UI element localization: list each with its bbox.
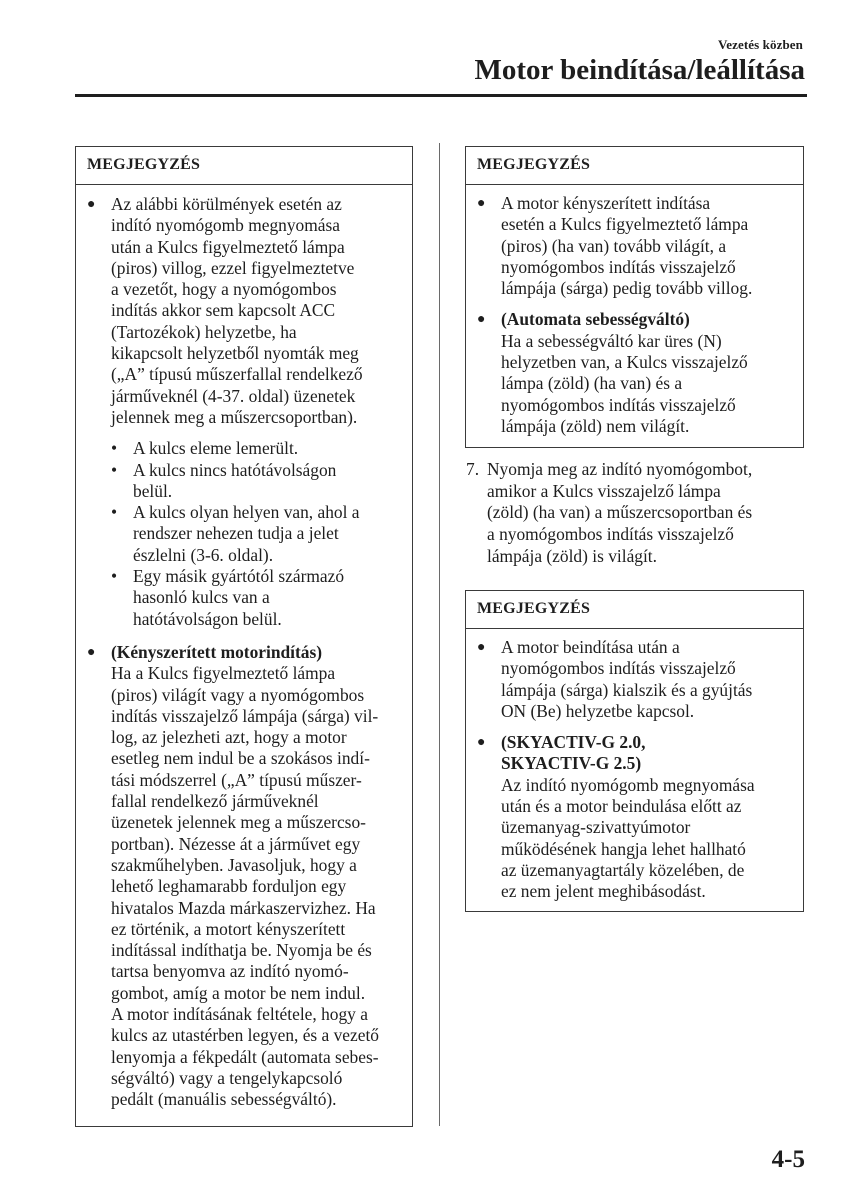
sub-bullet-icon: •: [111, 566, 118, 587]
text-line: fallal rendelkező járműveknél: [111, 791, 319, 812]
lines-block: [111, 194, 400, 428]
text-line: esetleg nem indul be a szokásos indí-: [111, 748, 370, 769]
bullet-heading: (Kényszerített motorindítás): [111, 641, 323, 662]
text-line: Ha a sebességváltó kar üres (N): [501, 330, 722, 351]
text-line: A kulcs eleme lemerült.: [133, 438, 299, 459]
lines-block: [133, 438, 400, 459]
note-body: [466, 185, 803, 447]
lines-block: [111, 663, 400, 1110]
text-line: indítás visszajelző lámpája (sárga) vil-: [111, 705, 379, 726]
text-line: tási módszerrel („A” típusú műszer-: [111, 769, 362, 790]
text-line: lámpája (zöld) is világít.: [487, 545, 657, 566]
text-line: pedált (manuális sebességváltó).: [111, 1089, 337, 1110]
bullet-dot-icon: ●: [87, 197, 96, 212]
text-line: A kulcs olyan helyen van, ahol a: [133, 502, 360, 523]
note-body: [76, 185, 412, 1120]
text-line: (zöld) (ha van) a műszercsoportban és: [487, 502, 753, 523]
text-line: A motor beindítása után a: [501, 637, 680, 657]
text-line: lehető leghamarabb forduljon egy: [111, 876, 347, 897]
text-line: a vezetőt, hogy a nyomógombos: [111, 279, 337, 300]
bullet-dot-icon: ●: [477, 196, 486, 211]
text-line: amikor a Kulcs visszajelző lámpa: [487, 480, 721, 501]
text-line: SKYACTIV-G 2.5): [501, 753, 642, 774]
text-line: log, az jelezheti azt, hogy a motor: [111, 727, 347, 748]
text-line: A motor indításának feltétele, hogy a: [111, 1003, 368, 1024]
step-number: 7.: [466, 459, 480, 479]
lines-block: [501, 775, 791, 903]
text-line: A motor kényszerített indítása: [501, 193, 711, 213]
text-line: (Tartozékok) helyzetbe, ha: [111, 321, 297, 342]
text-line: Egy másik gyártótól származó: [133, 566, 345, 587]
text-line: lámpája (sárga) kialszik és a gyújtás: [501, 679, 753, 700]
lines-block: [487, 459, 806, 568]
lines-block: [501, 331, 791, 437]
text-line: indítással indíthatja be. Nyomja be és: [111, 940, 372, 961]
note-bullet: [477, 637, 791, 722]
page-number: 4-5: [771, 1146, 805, 1173]
text-line: nyomógombos indítás visszajelző: [501, 658, 736, 679]
note-heading: MEGJEGYZÉS: [76, 147, 412, 185]
lines-block: [133, 460, 400, 503]
lines-block: [501, 193, 791, 299]
text-line: után és a motor beindulása előtt az: [501, 796, 742, 817]
note-bullet: [477, 309, 791, 437]
step-7: [466, 459, 806, 568]
sub-item: [111, 438, 400, 459]
text-line: kulcs az utastérben legyen, és a vezető: [111, 1025, 379, 1046]
text-line: szakműhelyben. Javasoljuk, hogy a: [111, 854, 357, 875]
text-line: lámpa (zöld) (ha van) és a: [501, 373, 683, 394]
text-line: gombot, amíg a motor be nem indul.: [111, 982, 366, 1003]
right-note-box-1: [465, 146, 804, 448]
text-line: (piros) (ha van) tovább világít, a: [501, 235, 727, 256]
note-bullet: [477, 732, 791, 902]
text-line: kikapcsolt helyzetből nyomták meg: [111, 343, 359, 364]
text-line: ségváltó) vagy a tengelykapcsoló: [111, 1067, 343, 1088]
bullet-dot-icon: ●: [477, 640, 486, 655]
text-line: jelennek meg a műszercsoportban).: [111, 406, 358, 427]
left-note-box: [75, 146, 413, 1127]
text-line: járműveknél (4-37. oldal) üzenetek: [111, 385, 356, 406]
text-line: portban). Nézesse át a járművet egy: [111, 833, 361, 854]
page-title: Motor beindítása/leállítása: [474, 54, 805, 86]
sub-bullet-icon: •: [111, 459, 118, 480]
text-line: lámpája (sárga) pedig tovább villog.: [501, 278, 753, 299]
bullet-dot-icon: ●: [477, 312, 486, 328]
text-line: lámpája (zöld) nem világít.: [501, 415, 690, 436]
right-note-box-2: [465, 590, 804, 912]
note-bullet: [87, 194, 400, 630]
sub-bullet-icon: •: [111, 502, 118, 523]
bullet-heading: (Automata sebességváltó): [501, 309, 690, 330]
note-heading: MEGJEGYZÉS: [466, 591, 803, 629]
text-line: (piros) villog, ezzel figyelmeztetve: [111, 257, 355, 278]
text-line: (piros) világít vagy a nyomógombos: [111, 684, 365, 705]
bullet-heading: [501, 732, 791, 775]
text-line: hatótávolságon belül.: [133, 608, 282, 629]
bullet-dot-icon: ●: [477, 735, 486, 751]
section-label: Vezetés közben: [717, 37, 803, 52]
text-line: rendszer nehezen tudja a jelet: [133, 523, 339, 544]
sub-item: [111, 460, 400, 503]
text-line: Az indító nyomógomb megnyomása: [501, 774, 755, 795]
text-line: Ha a Kulcs figyelmeztető lámpa: [111, 663, 336, 684]
lines-block: [133, 566, 400, 630]
note-body: [466, 629, 803, 913]
text-line: indítás akkor sem kapcsolt ACC: [111, 300, 336, 321]
text-line: az üzemanyagtartály közelében, de: [501, 859, 745, 880]
note-bullet: [477, 193, 791, 299]
sub-item: [111, 502, 400, 566]
text-line: a nyomógombos indítás visszajelző: [487, 524, 734, 545]
text-line: Az alábbi körülmények esetén az: [111, 194, 342, 214]
text-line: nyomógombos indítás visszajelző: [501, 256, 736, 277]
text-line: nyomógombos indítás visszajelző: [501, 394, 736, 415]
text-line: észlelni (3-6. oldal).: [133, 544, 274, 565]
text-line: indító nyomógomb megnyomása: [111, 215, 340, 236]
bullet-dot-icon: ●: [87, 644, 96, 660]
text-line: Nyomja meg az indító nyomógombot,: [487, 459, 753, 479]
text-line: esetén a Kulcs figyelmeztető lámpa: [501, 214, 749, 235]
text-line: tartsa benyomva az indító nyomó-: [111, 961, 349, 982]
text-line: után a Kulcs figyelmeztető lámpa: [111, 236, 345, 257]
text-line: ez nem jelent meghibásodást.: [501, 881, 706, 902]
note-bullet: [87, 641, 400, 1111]
sub-bullet-icon: •: [111, 438, 118, 459]
text-line: helyzetben van, a Kulcs visszajelző: [501, 352, 748, 373]
lines-block: [133, 502, 400, 566]
sub-item: [111, 566, 400, 630]
title-rule: [75, 94, 807, 97]
text-line: lenyomja a fékpedált (automata sebes-: [111, 1046, 379, 1067]
text-line: üzenetek jelennek meg a műszercso-: [111, 812, 366, 833]
text-line: (SKYACTIV-G 2.0,: [501, 732, 646, 753]
column-divider: [439, 143, 440, 1126]
text-line: A kulcs nincs hatótávolságon: [133, 459, 337, 480]
text-line: („A” típusú műszerfallal rendelkező: [111, 364, 363, 385]
note-heading: MEGJEGYZÉS: [466, 147, 803, 185]
text-line: belül.: [133, 480, 173, 501]
text-line: hasonló kulcs van a: [133, 587, 270, 608]
text-line: üzemanyag-szivattyúmotor: [501, 817, 691, 838]
text-line: működésének hangja lehet hallható: [501, 838, 746, 859]
text-line: ON (Be) helyzetbe kapcsol.: [501, 700, 695, 721]
lines-block: [501, 637, 791, 722]
text-line: hivatalos Mazda márkaszervizhez. Ha: [111, 897, 376, 918]
sub-list: [111, 438, 400, 630]
text-line: ez történik, a motort kényszerített: [111, 918, 346, 939]
